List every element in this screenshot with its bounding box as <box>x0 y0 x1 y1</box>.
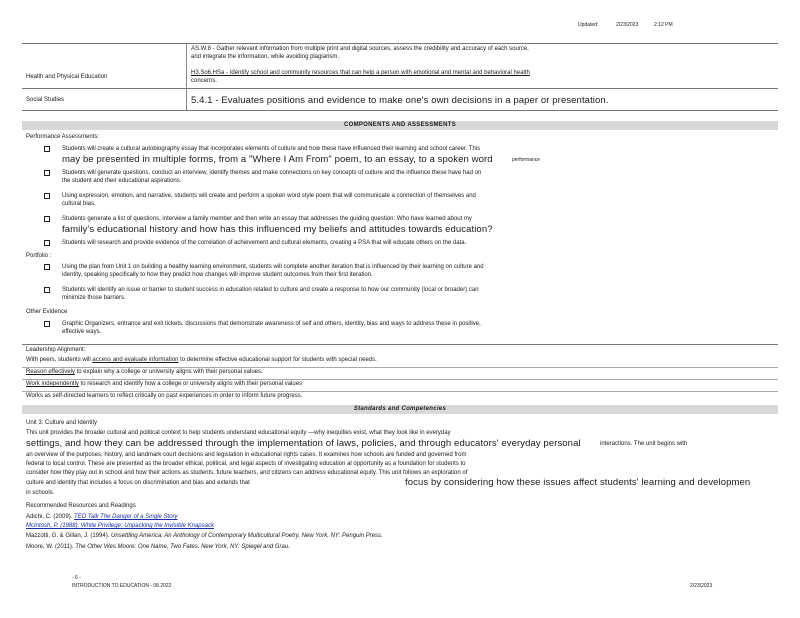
table-rule <box>22 110 778 111</box>
components-title: COMPONENTS AND ASSESSMENTS <box>343 122 457 128</box>
standard-line: concerns. <box>191 78 218 84</box>
resource-citation: The Other Wes Moore: One Name, Two Fates. New York, NY: Spiegel and Grau. <box>75 544 290 550</box>
table-rule <box>22 43 778 44</box>
unit-title: Unit 3: Culture and Identity <box>26 420 98 426</box>
subject-health: Health and Physical Education <box>26 74 108 80</box>
row-rule <box>22 379 778 380</box>
leadership-skill: Reason effectively <box>26 369 75 375</box>
list-item: Students will identify an issue or barrier to student success in education related to culture and create a response to how our community (local or broader) can <box>62 287 479 293</box>
other-evidence-label: Other Evidence <box>26 309 68 315</box>
list-item: family's educational history and how has this influenced my beliefs and attitudes towards education? <box>62 224 493 235</box>
updated-date: 2/23/2023 <box>616 22 639 28</box>
section-rule <box>22 344 778 345</box>
checkbox-icon <box>44 193 50 201</box>
leadership-row <box>26 369 263 376</box>
list-item: identity, speaking specifically to how they predict how changes will improve student outcomes from their first iteration. <box>62 272 373 278</box>
leadership-row <box>26 357 377 364</box>
portfolio-label: Portfolio : <box>26 253 52 259</box>
standards-header <box>22 405 778 414</box>
resource-citation: Unsettling America: An Anthology of Contemporary Multicultural Poetry. New York, NY: Penguin Press. <box>111 533 383 539</box>
resource-row <box>26 514 178 521</box>
checkbox-icon <box>44 240 50 248</box>
leadership-rest: to determine effective educational support for students with special needs. <box>180 357 377 363</box>
list-item: Students will research and provide evidence of the correlation of achievement and cultural elements, creating a PSA that will educate others on the data. <box>62 240 467 246</box>
list-item: cultural bias. <box>62 201 96 207</box>
unit-line: This unit provides the broader cultural and political context to help students understand educational equity —why inequities exist, what they look like in everyday <box>26 430 451 436</box>
list-item: Students will create a cultural autobiography essay that incorporates elements of culture and how these have influenced their learning and school career. This <box>62 146 481 152</box>
checkbox-icon <box>44 321 50 329</box>
unit-line: federal to local control. These are presented as the broader ethical, political, and legal aspects of investigating education al opportunity as a foundation for students to <box>26 461 466 467</box>
leadership-label: Leadership Alignment: <box>26 347 86 353</box>
resources-label: Recommended Resources and Readings <box>26 503 136 509</box>
table-rule <box>22 88 778 89</box>
standards-title: Standards and Competencies <box>353 406 447 412</box>
unit-line: an overview of the purposes, history, and landmark court decisions and legislation in educational rights cases. It examines how schools are funded and governed from <box>26 452 467 458</box>
checkbox-icon <box>44 264 50 272</box>
leadership-skill: Work independently <box>26 381 79 387</box>
unit-line: in schools. <box>26 490 55 496</box>
resource-link[interactable]: TED Talk The Danger of a Single Story <box>74 514 178 520</box>
list-item: Students will generate questions, conduct an interview, identify themes and make connections on key concepts of culture and the influence these have had on <box>62 170 482 176</box>
standard-line: H3.So6.HSa - Identify school and community resources that can help a person with emotional and mental and behavioral health <box>191 70 530 76</box>
list-item: Using the plan from Unit 1 on building a healthy learning environment, students will complete another iteration that is influenced by their learning on culture and <box>62 264 484 270</box>
standard-line: AS.W.8 - Gather relevant information from multiple print and digital sources, assess the credibility and accuracy of each source, <box>191 46 529 52</box>
list-item: may be presented in multiple forms, from a "Where I Am From" poem, to an essay, to a spoken word <box>62 154 493 165</box>
leadership-row <box>26 381 302 388</box>
list-item: the student and their educational aspirations. <box>62 178 182 184</box>
resource-link[interactable]: McIntosh, P. (1988). White Privilege: Unpacking the Invisible Knapsack <box>26 523 214 529</box>
footer-date: 2/23/2023 <box>690 583 713 589</box>
resource-row <box>26 544 290 551</box>
unit-line: settings, and how they can be addressed through the implementation of laws, policies, and through educators' everyday personal <box>26 438 581 449</box>
components-header <box>22 121 778 130</box>
unit-line: consider how they play out in school and how their actions as students, future teachers, and citizens can address educational equity. This unit follows an exploration of <box>26 470 468 476</box>
list-item: effective ways. <box>62 329 102 335</box>
standard-line: 5.4.1 - Evaluates positions and evidence to make one's own decisions in a paper or presentation. <box>191 95 609 106</box>
footer-course: INTRODUCTION TO EDUCATION - 08.2022 <box>72 583 172 589</box>
performance-label: Performance Assessments: <box>26 134 100 140</box>
resource-author: Adichi, C. (2009). <box>26 514 73 520</box>
resource-author: Mazzotti, G. & Gillan, J. (1994). <box>26 533 110 539</box>
checkbox-icon <box>44 216 50 224</box>
standard-line: and integrate the information, while avoiding plagiarism. <box>191 54 340 60</box>
list-item: Using expression, emotion, and narrative, students will create and perform a spoken word style poem that will communicate a connection of themselves and <box>62 193 476 199</box>
unit-line: interactions. The unit begins with <box>600 441 688 447</box>
leadership-row: Works as self-directed learners to reflect critically on past experiences in order to inform future progress. <box>26 393 303 399</box>
row-rule <box>22 391 778 392</box>
leadership-rest: to research and identify how a college or university aligns with their personal values <box>80 381 303 387</box>
checkbox-icon <box>44 287 50 295</box>
unit-line: culture and identity that includes a focus on discrimination and bias and extends that <box>26 480 250 486</box>
resource-author: Moore, W. (2011). <box>26 544 74 550</box>
resource-row <box>26 523 214 530</box>
page-number: - 6 - <box>72 575 81 581</box>
subject-social-studies: Social Studies <box>26 97 65 103</box>
leadership-lead: With peers, students will <box>26 357 91 363</box>
leadership-rest: to explain why a college or university aligns with their personal values. <box>76 369 263 375</box>
updated-time: 2:12 PM <box>654 22 673 28</box>
list-item: Graphic Organizers, entrance and exit tickets, discussions that demonstrate awareness of self and others, identity, bias and ways to address these in positive, <box>62 321 481 327</box>
list-item: performance <box>512 157 541 163</box>
checkbox-icon <box>44 170 50 178</box>
list-item: Students generate a list of questions, interview a family member and then write an essay that addresses the guiding question: Who have learned about my <box>62 216 472 222</box>
list-item: minimize those barriers. <box>62 295 126 301</box>
table-divider <box>186 43 187 110</box>
unit-line: focus by considering how these issues affect students' learning and developmen <box>405 477 751 488</box>
row-rule <box>22 367 778 368</box>
leadership-skill: access and evaluate information <box>92 357 179 363</box>
checkbox-icon <box>44 146 50 154</box>
resource-row <box>26 533 383 540</box>
updated-label: Updated: <box>578 22 599 28</box>
